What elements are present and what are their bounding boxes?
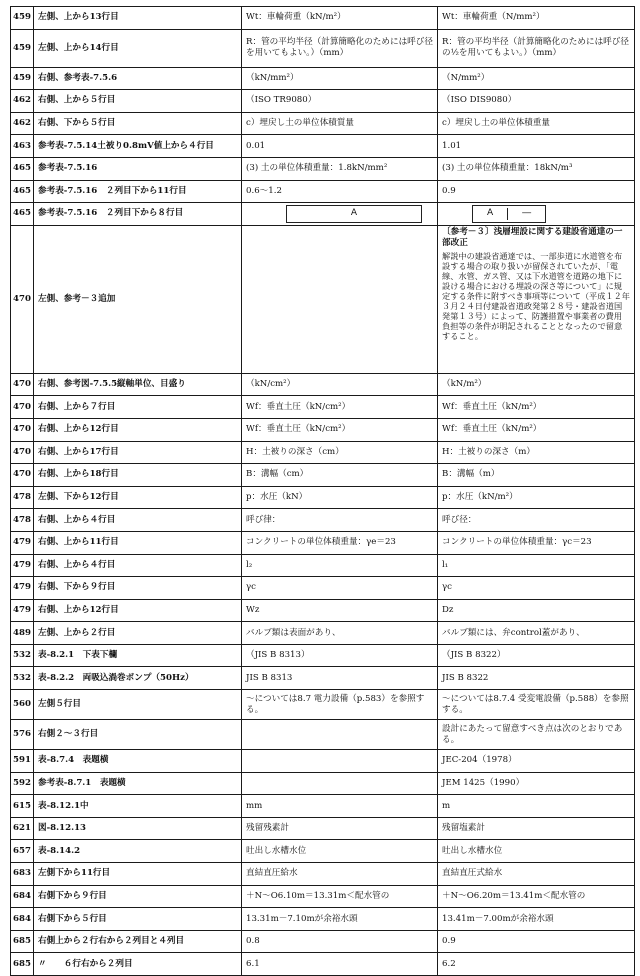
after-cell: 直結直圧式給水 xyxy=(438,863,635,886)
errata-row xyxy=(11,7,635,30)
location-cell: 右側、上から４行目 xyxy=(34,554,242,577)
page-number-cell: 470 xyxy=(11,373,34,396)
after-cell xyxy=(438,203,635,226)
before-cell: （JIS B 8313） xyxy=(242,644,438,667)
before-cell: H：土被りの深さ（cm） xyxy=(242,441,438,464)
before-cell: c）埋戻し土の単位体積質量 xyxy=(242,112,438,135)
page-number-cell: 478 xyxy=(11,509,34,532)
location-cell: 左側、参考－３追加 xyxy=(34,225,242,373)
before-cell: 0.8 xyxy=(242,930,438,953)
box-after-segment: ― xyxy=(507,208,545,220)
page-number-cell: 459 xyxy=(11,7,34,30)
after-cell: c）埋戻し土の単位体積重量 xyxy=(438,112,635,135)
errata-row xyxy=(11,908,635,931)
before-cell xyxy=(242,750,438,773)
before-cell: γc xyxy=(242,577,438,600)
before-cell xyxy=(242,720,438,750)
after-cell: 設計にあたって留意すべき点は次のとおりである。 xyxy=(438,720,635,750)
after-cell: Wt：車輪荷重（N/mm²） xyxy=(438,7,635,30)
location-cell: 左側５行目 xyxy=(34,690,242,720)
before-cell: R：管の平均半径（計算簡略化のためには呼び径を用いてもよい。）（mm） xyxy=(242,29,438,67)
before-cell: ～については8.7 電力設備（p.583）を参照する。 xyxy=(242,690,438,720)
errata-row xyxy=(11,840,635,863)
location-cell: 参考表-7.5.16 ２列目下から８行目 xyxy=(34,203,242,226)
after-cell xyxy=(438,225,635,373)
after-cell: JEC-204（1978） xyxy=(438,750,635,773)
before-cell: コンクリートの単位体積重量：γe＝23 xyxy=(242,531,438,554)
errata-row xyxy=(11,953,635,976)
before-cell: （ISO TR9080） xyxy=(242,90,438,113)
after-cell: γc xyxy=(438,577,635,600)
location-cell: 右側、上から７行目 xyxy=(34,396,242,419)
before-cell: 6.1 xyxy=(242,953,438,976)
location-cell: 右側、上から12行目 xyxy=(34,599,242,622)
location-cell: 右側、上から５行目 xyxy=(34,90,242,113)
after-cell: 呼び径： xyxy=(438,509,635,532)
after-cell: (3) 土の単位体積重量：18kN/m³ xyxy=(438,157,635,180)
after-cell: Wf：垂直土圧（kN/m²） xyxy=(438,396,635,419)
after-cell: Wf：垂直土圧（kN/m²） xyxy=(438,418,635,441)
page-number-cell: 615 xyxy=(11,795,34,818)
after-cell: 6.2 xyxy=(438,953,635,976)
page-number-cell: 470 xyxy=(11,464,34,487)
page-number-cell: 591 xyxy=(11,750,34,773)
errata-row xyxy=(11,930,635,953)
page-number-cell: 479 xyxy=(11,599,34,622)
page-number-cell: 479 xyxy=(11,531,34,554)
before-cell: 残留残素計 xyxy=(242,817,438,840)
errata-row xyxy=(11,135,635,158)
page-number-cell: 465 xyxy=(11,180,34,203)
errata-row xyxy=(11,531,635,554)
table-cell-box-after xyxy=(472,205,546,223)
before-cell: 13.31m－7.10mが余裕水頭 xyxy=(242,908,438,931)
errata-row xyxy=(11,750,635,773)
page-number-cell: 489 xyxy=(11,622,34,645)
box-after-segment: A xyxy=(487,208,494,219)
location-cell: 参考表-8.7.1 表題横 xyxy=(34,772,242,795)
after-cell: JIS B 8322 xyxy=(438,667,635,690)
before-cell: バルブ類は表面があり、 xyxy=(242,622,438,645)
page-number-cell: 470 xyxy=(11,418,34,441)
errata-row xyxy=(11,720,635,750)
after-cell: ～については8.7.4 受変電設備（p.588）を参照する。 xyxy=(438,690,635,720)
page-number-cell: 478 xyxy=(11,486,34,509)
before-cell xyxy=(242,203,438,226)
page-number-cell: 465 xyxy=(11,157,34,180)
after-cell: （ISO DIS9080） xyxy=(438,90,635,113)
errata-row xyxy=(11,418,635,441)
page-number-cell: 592 xyxy=(11,772,34,795)
after-cell: 0.9 xyxy=(438,180,635,203)
page-number-cell: 685 xyxy=(11,930,34,953)
errata-row xyxy=(11,203,635,226)
errata-table xyxy=(10,6,635,976)
page-number-cell: 462 xyxy=(11,112,34,135)
location-cell: 左側、上から２行目 xyxy=(34,622,242,645)
errata-row xyxy=(11,486,635,509)
errata-row xyxy=(11,690,635,720)
after-cell: JEM 1425（1990） xyxy=(438,772,635,795)
after-cell: Dz xyxy=(438,599,635,622)
page-number-cell: 560 xyxy=(11,690,34,720)
location-cell: 参考表-7.5.16 ２列目下から11行目 xyxy=(34,180,242,203)
before-cell: 直結直圧給水 xyxy=(242,863,438,886)
after-cell: B：溝幅（m） xyxy=(438,464,635,487)
location-cell: 右側、上から12行目 xyxy=(34,418,242,441)
page-number-cell: 462 xyxy=(11,90,34,113)
location-cell: 左側、上から14行目 xyxy=(34,29,242,67)
after-cell: （JIS B 8322） xyxy=(438,644,635,667)
location-cell: 右側、参考表-7.5.6 xyxy=(34,67,242,90)
page-number-cell: 463 xyxy=(11,135,34,158)
table-cell-box-before: A xyxy=(286,205,422,223)
page-number-cell: 479 xyxy=(11,554,34,577)
errata-row xyxy=(11,863,635,886)
errata-row xyxy=(11,817,635,840)
after-cell: 残留塩素計 xyxy=(438,817,635,840)
after-cell: m xyxy=(438,795,635,818)
page-number-cell: 576 xyxy=(11,720,34,750)
errata-row xyxy=(11,772,635,795)
errata-row xyxy=(11,622,635,645)
page-number-cell: 479 xyxy=(11,577,34,600)
after-cell: ＋N～O6.20m＝13.41m＜配水管の xyxy=(438,885,635,908)
errata-row xyxy=(11,373,635,396)
before-cell: p：水圧（kN） xyxy=(242,486,438,509)
location-cell: 表-8.2.1 下表下欄 xyxy=(34,644,242,667)
page-number-cell: 532 xyxy=(11,667,34,690)
location-cell: 表-8.14.2 xyxy=(34,840,242,863)
location-cell: 表-8.2.2 両吸込渦巻ポンプ（50Hz） xyxy=(34,667,242,690)
after-cell: 吐出し水槽水位 xyxy=(438,840,635,863)
before-cell xyxy=(242,772,438,795)
location-cell: 右側２～３行目 xyxy=(34,720,242,750)
before-cell xyxy=(242,225,438,373)
location-cell: 右側下から９行目 xyxy=(34,885,242,908)
errata-row xyxy=(11,225,635,373)
errata-row xyxy=(11,180,635,203)
page-number-cell: 621 xyxy=(11,817,34,840)
errata-row xyxy=(11,396,635,419)
before-cell: （kN/mm²） xyxy=(242,67,438,90)
after-cell: l₁ xyxy=(438,554,635,577)
before-cell: ＋N～O6.10m＝13.31m＜配水管の xyxy=(242,885,438,908)
errata-row xyxy=(11,554,635,577)
page-number-cell: 470 xyxy=(11,441,34,464)
after-cell: 13.41m－7.00mが余裕水頭 xyxy=(438,908,635,931)
page-number-cell: 470 xyxy=(11,396,34,419)
location-cell: 右側、上から17行目 xyxy=(34,441,242,464)
errata-row xyxy=(11,441,635,464)
location-cell: 表-8.12.1中 xyxy=(34,795,242,818)
after-cell: 0.9 xyxy=(438,930,635,953)
location-cell: 右側、参考図-7.5.5縦軸単位、目盛り xyxy=(34,373,242,396)
page-number-cell: 684 xyxy=(11,885,34,908)
errata-table-body xyxy=(11,7,635,976)
location-cell: 右側、上から11行目 xyxy=(34,531,242,554)
after-cell: バルブ類には、弁control蓋があり、 xyxy=(438,622,635,645)
before-cell: (3) 土の単位体積重量：1.8kN/mm² xyxy=(242,157,438,180)
page-number-cell: 532 xyxy=(11,644,34,667)
location-cell: 左側下から11行目 xyxy=(34,863,242,886)
errata-row xyxy=(11,67,635,90)
errata-row xyxy=(11,90,635,113)
after-cell: R：管の平均半径（計算簡略化のためには呼び径の½を用いてもよい。）（mm） xyxy=(438,29,635,67)
before-cell: Wf：垂直土圧（kN/cm²） xyxy=(242,418,438,441)
location-cell: 参考表-7.5.16 xyxy=(34,157,242,180)
before-cell: l₂ xyxy=(242,554,438,577)
errata-row xyxy=(11,885,635,908)
errata-row xyxy=(11,112,635,135)
errata-row xyxy=(11,29,635,67)
before-cell: Wf：垂直土圧（kN/cm²） xyxy=(242,396,438,419)
before-cell: JIS B 8313 xyxy=(242,667,438,690)
page-number-cell: 684 xyxy=(11,908,34,931)
errata-row xyxy=(11,157,635,180)
page-number-cell: 685 xyxy=(11,953,34,976)
page-number-cell: 459 xyxy=(11,29,34,67)
errata-row xyxy=(11,667,635,690)
errata-row xyxy=(11,464,635,487)
errata-row xyxy=(11,599,635,622)
errata-row xyxy=(11,644,635,667)
after-cell: （N/mm²） xyxy=(438,67,635,90)
before-cell: 吐出し水槽水位 xyxy=(242,840,438,863)
location-cell: 右側下から５行目 xyxy=(34,908,242,931)
location-cell: 左側、下から12行目 xyxy=(34,486,242,509)
location-cell: 右側、上から４行目 xyxy=(34,509,242,532)
after-cell: コンクリートの単位体積重量：γc＝23 xyxy=(438,531,635,554)
location-cell: 参考表-7.5.14土被り0.8mV値上から４行目 xyxy=(34,135,242,158)
after-cell: 1.01 xyxy=(438,135,635,158)
location-cell: 右側、下から９行目 xyxy=(34,577,242,600)
location-cell: 〃 ６行右から２列目 xyxy=(34,953,242,976)
location-cell: 左側、上から13行目 xyxy=(34,7,242,30)
location-cell: 右側上から２行右から２列目と４列目 xyxy=(34,930,242,953)
before-cell: 0.01 xyxy=(242,135,438,158)
location-cell: 右側、下から５行目 xyxy=(34,112,242,135)
location-cell: 図-8.12.13 xyxy=(34,817,242,840)
before-cell: Wz xyxy=(242,599,438,622)
note-title: 〔参考－３〕浅層埋設に関する建設省通達の一部改正 xyxy=(442,226,623,248)
after-cell: p：水圧（kN/m²） xyxy=(438,486,635,509)
location-cell: 表-8.7.4 表題横 xyxy=(34,750,242,773)
page-number-cell: 465 xyxy=(11,203,34,226)
errata-row xyxy=(11,795,635,818)
page-number-cell: 459 xyxy=(11,67,34,90)
page-number-cell: 657 xyxy=(11,840,34,863)
before-cell: Wt：車輪荷重（kN/m²） xyxy=(242,7,438,30)
page-number-cell: 470 xyxy=(11,225,34,373)
page-number-cell: 683 xyxy=(11,863,34,886)
before-cell: （kN/cm²） xyxy=(242,373,438,396)
errata-row xyxy=(11,509,635,532)
before-cell: B：溝幅（cm） xyxy=(242,464,438,487)
before-cell: mm xyxy=(242,795,438,818)
before-cell: 呼び律： xyxy=(242,509,438,532)
after-cell: （kN/m²） xyxy=(438,373,635,396)
note-body: 解説中の建設省通達では、一部歩道に水道管を布設する場合の取り扱いが留保されていたが、「電線、水管、ガス管、又は下水道管を道路の地下に設ける場合における埋設の深さ等について」に規定する条件に附すべき事項等について（平成１２年３月２４日付建設省道政発第２８号・建設省道国発第１３号）によって、防護措置や事業者の費用負担等の条件が明記されることとなったので留意すること。 xyxy=(442,250,630,341)
errata-row xyxy=(11,577,635,600)
before-cell: 0.6～1.2 xyxy=(242,180,438,203)
after-cell: H：土被りの深さ（m） xyxy=(438,441,635,464)
location-cell: 右側、上から18行目 xyxy=(34,464,242,487)
